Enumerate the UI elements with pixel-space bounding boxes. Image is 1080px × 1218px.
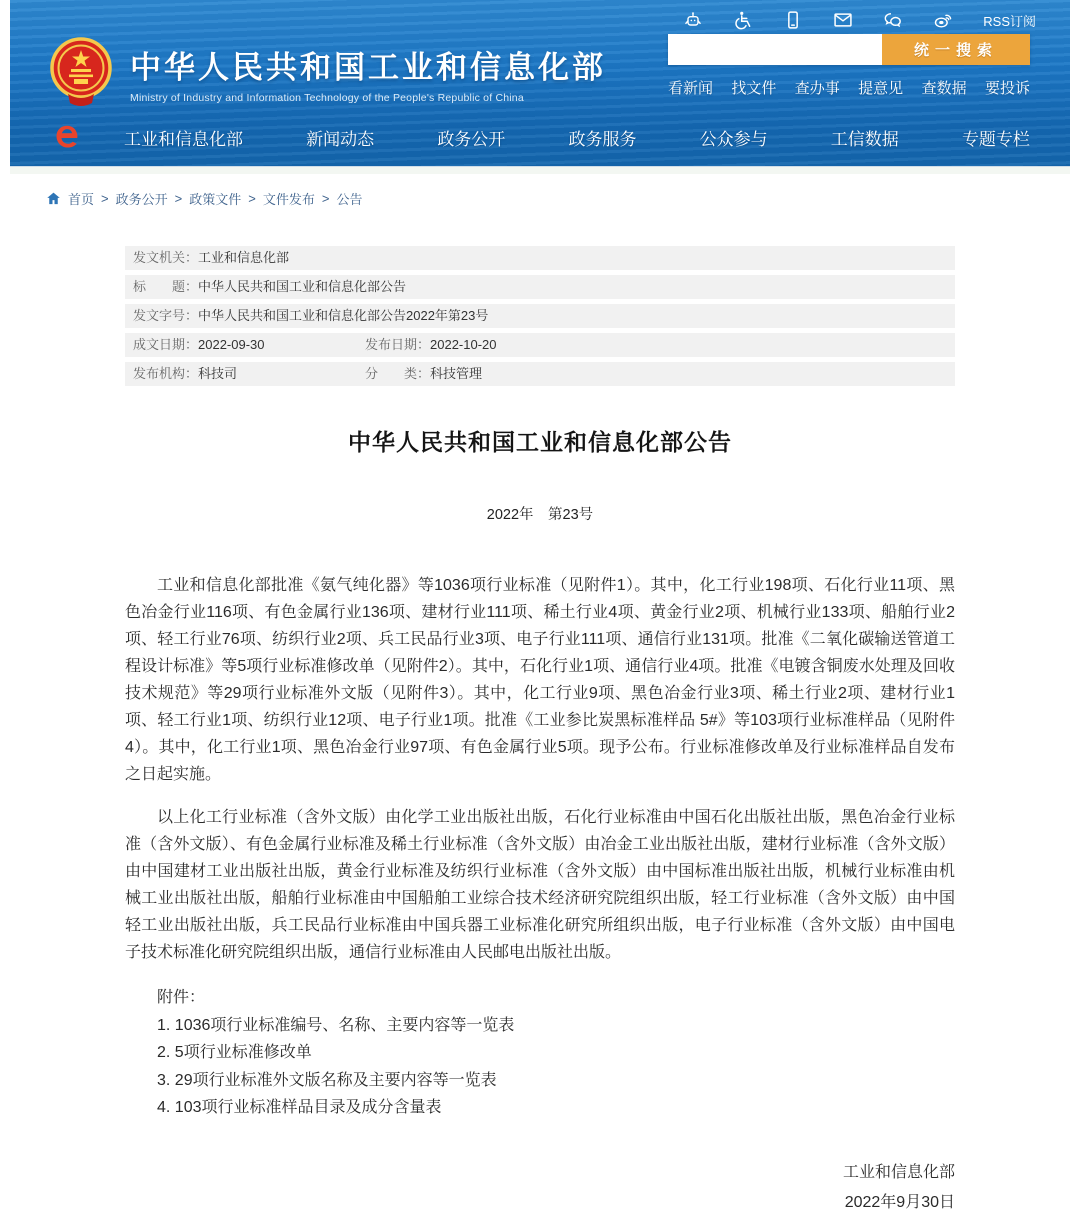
nav-item-gov-services[interactable]: 政务服务 xyxy=(568,130,637,149)
utility-row xyxy=(10,0,1070,30)
site-subtitle: Ministry of Industry and Information Technology of the People's Republic of China xyxy=(130,92,524,104)
breadcrumb-gov-disclosure[interactable]: 政务公开 xyxy=(115,192,168,207)
breadcrumb-announcement[interactable]: 公告 xyxy=(336,192,363,207)
document-meta xyxy=(125,246,955,386)
meta-value: 中华人民共和国工业和信息化部公告2022年第23号 xyxy=(198,308,489,323)
nav-item-special-columns[interactable]: 专题专栏 xyxy=(961,130,1030,149)
meta-row-dates xyxy=(125,333,955,357)
quick-link-data[interactable]: 查数据 xyxy=(921,80,967,97)
breadcrumb-document-release[interactable]: 文件发布 xyxy=(262,192,315,207)
meta-value: 中华人民共和国工业和信息化部公告 xyxy=(198,279,407,294)
nav-item-gov-disclosure[interactable]: 政务公开 xyxy=(437,130,506,149)
signature-agency: 工业和信息化部 xyxy=(842,1163,955,1181)
breadcrumb-separator: > xyxy=(174,191,183,206)
mobile-icon[interactable] xyxy=(783,10,803,30)
rss-subscribe-link[interactable]: RSS订阅 xyxy=(983,13,1036,29)
document-paragraph-2: 以上化工行业标准（含外文版）由化学工业出版社出版，石化行业标准由中国石化出版社出版，黑色冶金行业标准（含外文版）、有色金属行业标准及稀土行业标准（含外文版）由冶金工业出版社出版，建材行业标准（含外文版）由中国建材工业出版社出版，黄金行业标准及纺织行业标准（含外文版）由中国标准出版社出版，机械行业标准由机械工业出版社出版，船舶行业标准由中国船舶工业综合技术经济研究院组织出版，轻工行业标准（含外文版）由中国轻工业出版社出版，兵工民品行业标准由中国兵器工业标准化研究所组织出版，电子行业标准（含外文版）由中国电子技术标准化研究院组织出版，通信行业标准由人民邮电出版社出版。 xyxy=(125,809,955,961)
meta-label: 发文机关： xyxy=(133,250,199,265)
document-title: 中华人民共和国工业和信息化部公告 xyxy=(348,429,732,455)
breadcrumb-separator: > xyxy=(321,191,330,206)
mascot-icon[interactable] xyxy=(683,10,703,30)
nav-item-miit-data[interactable]: 工信数据 xyxy=(830,130,899,149)
brand xyxy=(48,36,606,110)
quick-link-services[interactable]: 查办事 xyxy=(794,80,840,97)
miit-e-logo[interactable] xyxy=(52,122,82,154)
breadcrumb-home[interactable]: 首页 xyxy=(68,192,95,207)
quick-link-feedback[interactable]: 提意见 xyxy=(858,80,904,97)
signature-date: 2022年9月30日 xyxy=(844,1193,955,1211)
attachment-link-2[interactable]: 2. 5项行业标准修改单 xyxy=(157,1044,312,1061)
meta-value: 2022-09-30 xyxy=(198,337,265,352)
meta-row-issuing-agency xyxy=(125,246,955,270)
header-divider xyxy=(10,166,1070,174)
meta-label: 标 题： xyxy=(133,279,199,294)
document-content xyxy=(125,246,955,1218)
quick-link-documents[interactable]: 找文件 xyxy=(731,80,777,97)
breadcrumb xyxy=(10,174,1070,218)
breadcrumb-separator: > xyxy=(248,191,256,206)
attachments-heading: 附件： xyxy=(157,989,206,1006)
weibo-icon[interactable] xyxy=(933,10,953,30)
search-button[interactable]: 统一搜索 xyxy=(882,34,1030,65)
search-input[interactable] xyxy=(668,34,882,65)
breadcrumb-separator: > xyxy=(101,191,109,206)
meta-label: 成文日期： xyxy=(133,337,199,352)
document-number: 2022年 第23号 xyxy=(486,507,594,523)
brand-text xyxy=(130,42,606,104)
meta-label: 发布日期： xyxy=(365,337,431,352)
meta-label: 发布机构： xyxy=(133,366,199,381)
search-area xyxy=(668,34,1030,110)
attachment-link-1[interactable]: 1. 1036项行业标准编号、名称、主要内容等一览表 xyxy=(157,1016,515,1034)
wechat-icon[interactable] xyxy=(883,10,903,30)
attachment-link-4[interactable]: 4. 103项行业标准样品目录及成分含量表 xyxy=(157,1099,442,1116)
meta-row-document-number xyxy=(125,304,955,328)
site-header xyxy=(10,0,1070,166)
quick-link-news[interactable]: 看新闻 xyxy=(668,80,714,97)
nav-item-public-participation[interactable]: 公众参与 xyxy=(699,130,768,149)
breadcrumb-policy-documents[interactable]: 政策文件 xyxy=(189,192,242,207)
meta-value: 科技司 xyxy=(198,366,238,381)
attachment-link-3[interactable]: 3. 29项行业标准外文版名称及主要内容等一览表 xyxy=(157,1071,497,1089)
meta-label: 发文字号： xyxy=(133,308,199,323)
national-emblem-logo xyxy=(48,36,114,110)
home-icon[interactable] xyxy=(46,191,61,206)
nav-items xyxy=(124,125,1030,150)
signature-block xyxy=(125,1158,955,1218)
meta-row-publisher-category xyxy=(125,362,955,386)
attachments xyxy=(125,984,955,1122)
accessibility-icon[interactable] xyxy=(733,10,753,30)
mail-icon[interactable] xyxy=(833,10,853,30)
meta-label: 分 类： xyxy=(365,366,431,381)
site-title: 中华人民共和国工业和信息化部 xyxy=(130,50,606,85)
meta-value: 工业和信息化部 xyxy=(198,250,290,265)
nav-item-news[interactable]: 新闻动态 xyxy=(306,130,375,149)
main-nav xyxy=(10,113,1070,162)
header-main xyxy=(10,30,1070,110)
meta-value: 2022-10-20 xyxy=(430,337,497,352)
quick-links xyxy=(668,77,1030,98)
meta-row-title xyxy=(125,275,955,299)
quick-link-complaint[interactable]: 要投诉 xyxy=(984,80,1030,97)
meta-value: 科技管理 xyxy=(430,366,483,381)
document-paragraph-1: 工业和信息化部批准《氨气纯化器》等1036项行业标准（见附件1）。其中，化工行业198项、石化行业11项、黑色冶金行业116项、有色金属行业136项、建材行业111项、稀土行业4项、黄金行业2项、机械行业133项、船舶行业2项、轻工行业76项、纺织行业2项、兵工民品行业3项、电子行业111项、通信行业131项。批准《二氧化碳输送管道工程设计标准》等5项行业标准修改单（见附件2）。其中，石化行业1项、通信行业4项。批准《电镀含铜废水处理及回收技术规范》等29项行业标准外文版（见附件3）。其中，化工行业9项、黑色冶金行业3项、稀土行业2项、建材行业1项、轻工行业1项、纺织行业12项、电子行业1项。批准《工业参比炭黑标准样品 5#》等103项行业标准样品（见附件4）。其中，化工行业1项、黑色冶金行业97项、有色金属行业5项。现予公布。行业标准修改单及行业标准样品自发布之日起实施。 xyxy=(125,577,955,783)
nav-item-miit[interactable]: 工业和信息化部 xyxy=(124,130,243,149)
